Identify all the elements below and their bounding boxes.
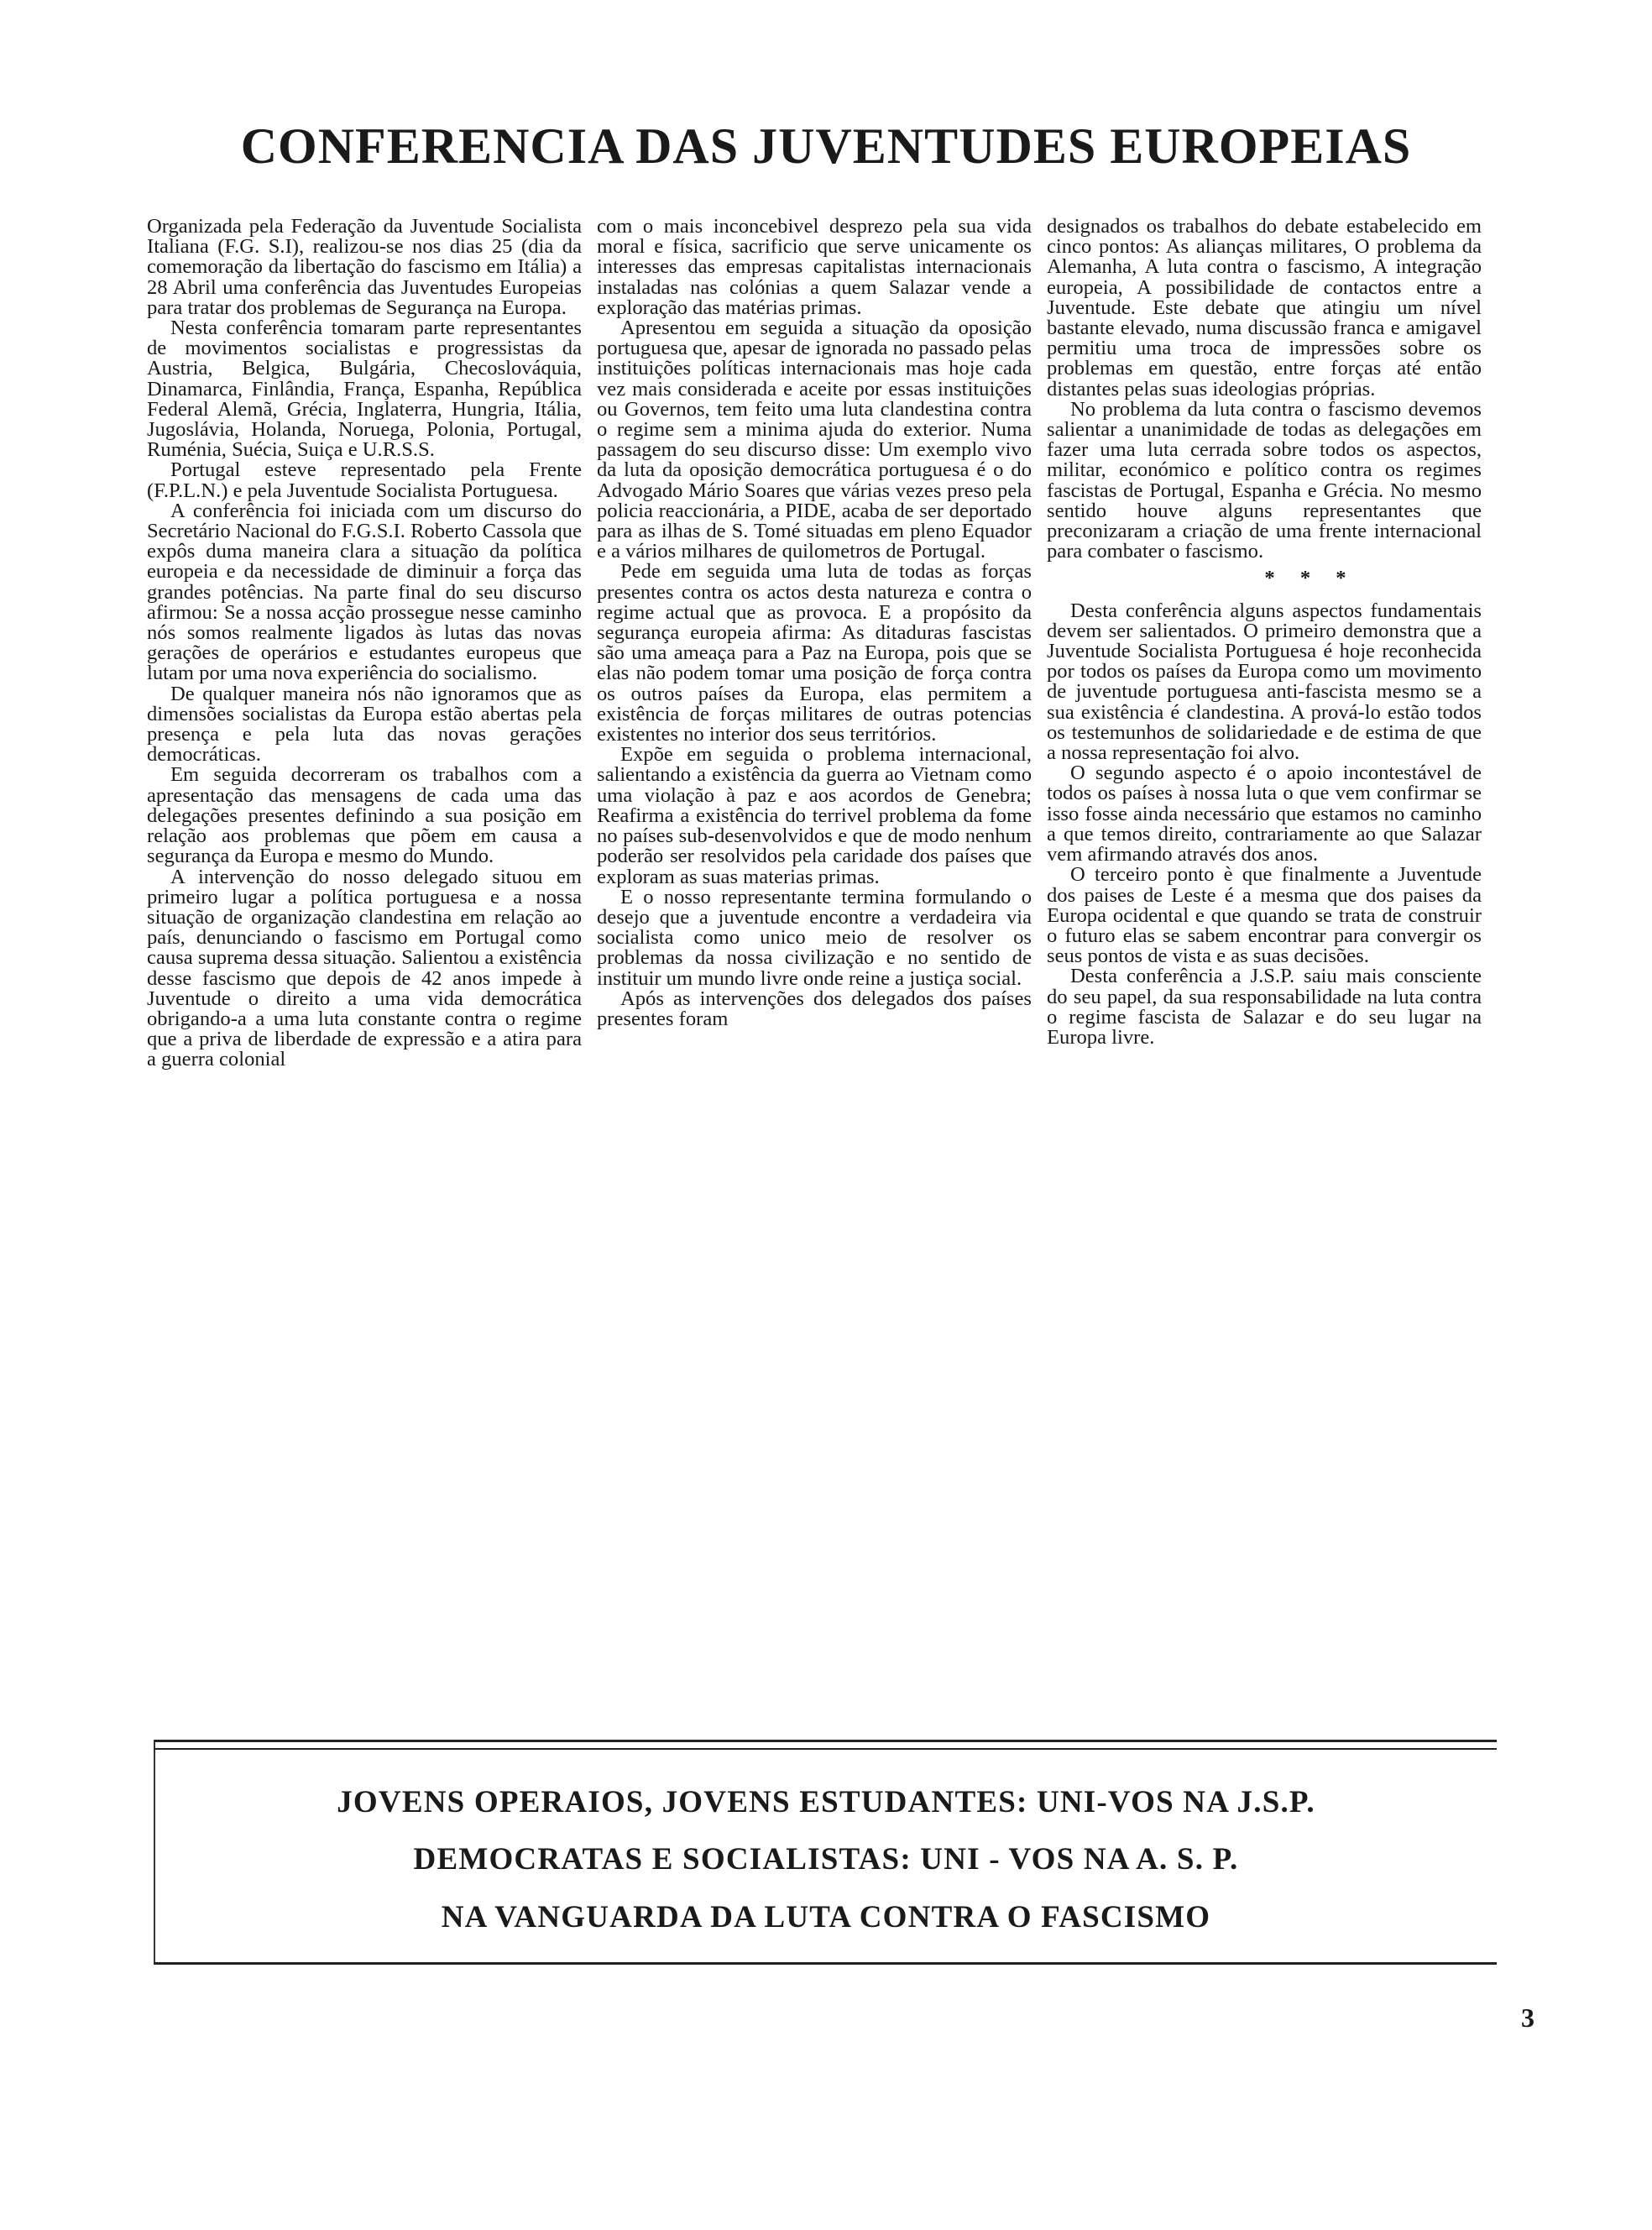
divider xyxy=(154,1748,1497,1750)
page-title: CONFERENCIA DAS JUVENTUDES EUROPEIAS xyxy=(240,118,1412,174)
paragraph: A intervenção do nosso delegado situou em primeiro lugar a política portuguesa e a nossa situação de organização clandestina em relação ao país, denunciando o fascismo em Portugal como causa suprema dessa situação. Salientou a existência desse fascismo que depois de 42 anos impede à Juventude o direito a uma vida democrática obrigando-a a uma luta constante contra o regime que a priva de liberdade de expressão e a atira para a guerra colonial xyxy=(147,865,582,1071)
paragraph: Desta conferência a J.S.P. saiu mais consciente do seu papel, da sua responsabilidade na luta contra o regime fascista de Salazar e do seu lugar na Europa livre. xyxy=(1047,965,1482,1049)
paragraph: A conferência foi iniciada com um discurso do Secretário Nacional do F.G.S.I. Roberto Cassola que expôs duma maneira clara a situação da política europeia e da necessidade de diminuir a força das grandes potências. Na parte final do seu discurso afirmou: Se a nossa acção prossegue nesse caminho nós somos realmente ligados às lutas das novas gerações de operários e estudantes europeus que lutam por uma nova experiência do socialismo. xyxy=(147,499,582,685)
paragraph: com o mais inconcebivel desprezo pela sua vida moral e física, sacrificio que serve unicamente os interesses das empresas capitalistas internacionais instaladas nas colónias a quem Salazar vende a exploração das matérias primas. xyxy=(597,215,1032,319)
column-1 xyxy=(147,217,582,1703)
page-number: 3 xyxy=(1521,2002,1534,2033)
paragraph: No problema da luta contra o fascismo devemos salientar a unanimidade de todas as delegações em fazer uma luta cerrada sobre todos os aspectos, militar, económico e político contra os regimes fascistas de Portugal, Espanha e Grécia. No mesmo sentido houve alguns representantes que preconizaram a criação de uma frente internacional para combater o fascismo. xyxy=(1047,397,1482,563)
slogan-box xyxy=(154,1740,1497,1965)
column-3 xyxy=(1047,217,1482,1703)
slogan-line: JOVENS OPERAIOS, JOVENS ESTUDANTES: UNI-VOS NA J.S.P. xyxy=(337,1785,1315,1819)
paragraph: Nesta conferência tomaram parte representantes de movimentos socialistas e progressistas da Austria, Belgica, Bulgária, Checoslováquia, Dinamarca, Finlândia, França, Espanha, República Federal Alemã, Grécia, Inglaterra, Hungria, Itália, Jugoslávia, Holanda, Noruega, Polonia, Portugal, Ruménia, Suécia, Suiça e U.R.S.S. xyxy=(147,317,582,462)
paragraph: Apresentou em seguida a situação da oposição portuguesa que, apesar de ignorada no passado pelas instituições políticas internacionais mas hoje cada vez mais considerada e aceite por essas instituições ou Governos, tem feito uma luta clandestina contra o regime sem a minima ajuda do exterior. Numa passagem do seu discurso disse: Um exemplo vivo da luta da oposição democrática portuguesa é o do Advogado Mário Soares que várias vezes preso pela policia reaccionária, a PIDE, acaba de ser deportado para as ilhas de S. Tomé situadas em pleno Equador e a vários milhares de quilometros de Portugal. xyxy=(597,317,1032,563)
paragraph: Portugal esteve representado pela Frente (F.P.L.N.) e pela Juventude Socialista Portuguesa. xyxy=(147,458,582,502)
article-body xyxy=(147,217,1482,1703)
paragraph: O terceiro ponto è que finalmente a Juventude dos paises de Leste é a mesma que dos paises da Europa ocidental e que quando se trata de construir o futuro elas se sabem encontrar para convergir os seus pontos de vista e as suas decisões. xyxy=(1047,863,1482,968)
slogan-line: DEMOCRATAS E SOCIALISTAS: UNI - VOS NA A. S. P. xyxy=(413,1842,1239,1877)
slogan-line: NA VANGUARDA DA LUTA CONTRA O FASCISMO xyxy=(441,1900,1211,1934)
paragraph: E o nosso representante termina formulando o desejo que a juventude encontre a verdadeira via socialista como unico meio de resolver os problemas da nossa civilização e no sentido de instituir um mundo livre onde reine a justiça social. xyxy=(597,885,1032,990)
paragraph: Em seguida decorreram os trabalhos com a apresentação das mensagens de cada uma das delegações presentes definindo a sua posição em relação aos problemas que põem em causa a segurança da Europa e mesmo do Mundo. xyxy=(147,763,582,868)
paragraph: Expõe em seguida o problema internacional, salientando a existência da guerra ao Vietnam como uma violação à paz e aos acordos de Genebra; Reafirma a existência do terrivel problema da fome no países sub-desenvolvidos e que de modo nenhum poderão ser resolvidos pela caridade dos países que exploram as suas materias primas. xyxy=(597,743,1032,888)
paragraph: Organizada pela Federação da Juventude Socialista Italiana (F.G. S.I), realizou-se nos dias 25 (dia da comemoração da libertação do fascismo em Itália) a 28 Abril uma conferência das Juventudes Europeias para tratar dos problemas de Segurança na Europa. xyxy=(147,215,582,319)
paragraph: De qualquer maneira nós não ignoramos que as dimensões socialistas da Europa estão abertas pela presença e pela luta das novas gerações democráticas. xyxy=(147,682,582,767)
paragraph: Após as intervenções dos delegados dos países presentes foram xyxy=(597,987,1032,1030)
section-separator: * * * xyxy=(1264,567,1357,590)
paragraph: Pede em seguida uma luta de todas as forças presentes contra os actos desta natureza e contra o regime actual que as provoca. E a propósito da segurança europeia afirma: As ditaduras fascistas são uma ameaça para a Paz na Europa, pois que se elas não podem tomar uma posição de força contra os outros países da Europa, elas permitem a existência de forças militares de outras potencias existentes no interior dos seus territórios. xyxy=(597,560,1032,746)
column-2 xyxy=(597,217,1032,1703)
paragraph: O segundo aspecto é o apoio incontestável de todos os países à nossa luta o que vem confirmar se isso fosse ainda necessário que estamos no caminho a que temos direito, contrariamente ao que Salazar vem afirmando através dos anos. xyxy=(1047,762,1482,866)
paragraph: designados os trabalhos do debate estabelecido em cinco pontos: As alianças militares, O problema da Alemanha, A luta contra o fascismo, A integração europeia, A possibilidade de contactos entre a Juventude. Este debate que atingiu um nível bastante elevado, numa discussão franca e amigavel permitiu uma troca de impressões sobre os problemas em questão, entre forças até então distantes pelas suas ideologias próprias. xyxy=(1047,215,1482,400)
paragraph: Desta conferência alguns aspectos fundamentais devem ser salientados. O primeiro demonstra que a Juventude Socialista Portuguesa é hoje reconhecida por todos os países da Europa como um movimento de juventude portuguesa anti-fascista mesmo se a sua existência é clandestina. A prová-lo estão todos os testemunhos de solidariedade e de estima de que a nossa representação foi alvo. xyxy=(1047,599,1482,765)
